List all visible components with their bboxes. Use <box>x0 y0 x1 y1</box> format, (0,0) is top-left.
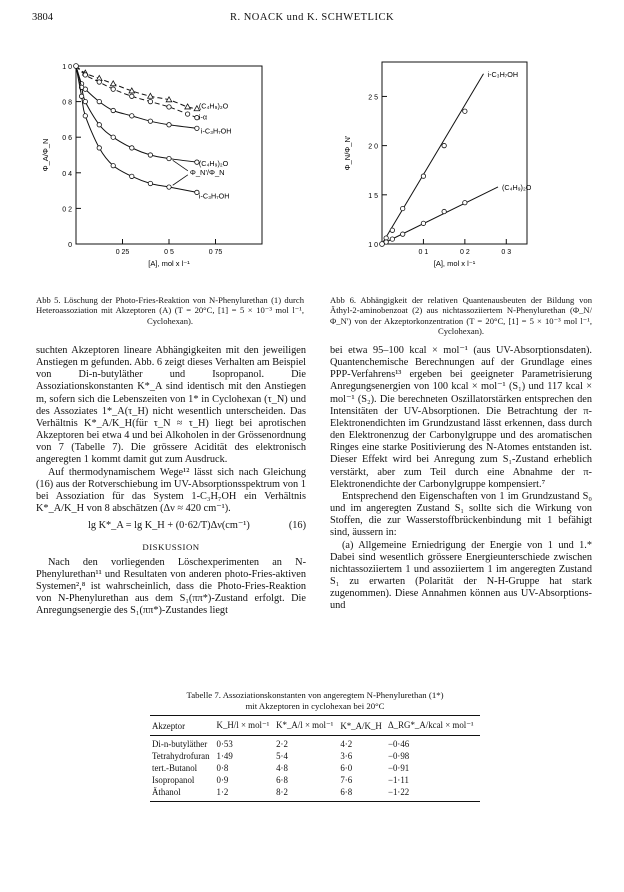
data-point <box>148 99 152 103</box>
table-cell: 0·8 <box>216 763 229 773</box>
y-tick-label: 0 8 <box>62 99 72 107</box>
y-tick-label: 0 2 <box>62 206 72 214</box>
page-header <box>32 12 592 26</box>
table-row <box>150 763 480 775</box>
data-point <box>148 181 152 185</box>
table-cell: −0·91 <box>387 763 410 773</box>
data-point <box>97 123 101 127</box>
table-row <box>150 787 480 802</box>
data-point <box>97 99 101 103</box>
series-label: (C₄H₉)₂O <box>502 182 532 192</box>
right-column <box>330 345 592 612</box>
left-column <box>36 345 306 617</box>
table-cell: 2·2 <box>276 739 288 749</box>
data-point <box>195 126 199 130</box>
series-line <box>76 66 197 162</box>
y-axis-label: Φ_N/Φ_N' <box>343 135 352 171</box>
data-point <box>111 163 115 167</box>
data-point <box>111 135 115 139</box>
equation-body: lg K*_A = lg K_H + (0·62/T)Δν(cm⁻¹) <box>88 520 250 532</box>
x-tick-label: 0 1 <box>418 249 429 256</box>
table-cell: 7·6 <box>340 775 353 785</box>
data-point <box>97 80 101 84</box>
table-cell: 0·9 <box>216 775 229 785</box>
data-point <box>130 114 134 118</box>
data-point <box>463 200 467 204</box>
y-tick-label: 2 5 <box>368 94 378 102</box>
table-cell: Isopropanol <box>152 775 195 785</box>
y-tick-label: 1 0 <box>62 64 72 71</box>
origin-point <box>74 64 79 69</box>
data-point <box>442 143 446 147</box>
column-header: Δ_RG*_A/kcal × mol⁻¹ <box>386 716 480 736</box>
data-point <box>83 73 87 77</box>
y-tick-label: 0 4 <box>62 170 72 178</box>
column-header: K*_A/l × mol⁻¹ <box>274 716 338 736</box>
table-cell: Di-n-butyläther <box>152 739 208 749</box>
data-point <box>110 81 116 86</box>
series-label: i-C₃H₇OH <box>200 126 232 136</box>
data-point <box>83 99 87 103</box>
data-point <box>130 146 134 150</box>
series-line <box>76 66 197 109</box>
table-cell: tert.-Butanol <box>152 763 198 773</box>
table-cell: 3·6 <box>340 751 353 761</box>
data-point <box>167 185 171 189</box>
table-caption <box>150 690 480 711</box>
series-label: (C₄H₉)₂O <box>198 101 229 111</box>
y-tick-label-zero: 0 <box>68 242 72 249</box>
data-point <box>421 221 425 225</box>
annotation-arrow <box>173 175 188 185</box>
paragraph: (a) Allgemeine Erniedrigung der Energie von 1 und 1.* Dabei sind wesentlich grössere Energieunterschiede zwischen nichtassoziiertem 1 und assoziiertem 1 im angeregten Zustand S₁ zu erwarten (Polarität der N-H-Gruppe hat stark zugenommen). Diese Annahmen können aus UV-Absorptions- und <box>330 539 592 612</box>
table-cell: 1·2 <box>215 787 275 802</box>
running-authors: R. NOACK und K. SCHWETLICK <box>229 12 395 23</box>
table-cell: −1·11 <box>387 775 409 785</box>
y-tick-label: 1 5 <box>368 192 378 200</box>
series-line <box>76 66 197 118</box>
column-header: Akzeptor <box>150 716 215 736</box>
data-point <box>167 123 171 127</box>
table-cell: −0·98 <box>387 751 410 761</box>
data-point <box>111 87 115 91</box>
x-axis-label: [A], mol x l⁻¹ <box>148 259 190 268</box>
data-table <box>150 715 480 802</box>
data-point <box>130 174 134 178</box>
table-cell: 0·53 <box>216 739 233 749</box>
table-body <box>150 736 480 802</box>
x-axis-label: [A], mol x l⁻¹ <box>433 259 476 268</box>
figure-5-caption: Abb 5. Löschung der Photo-Fries-Reaktion von N-Phenylurethan (1) durch Heteroassoziation mit Akzeptoren (A) (T = 20°C, [1] = 5 × 10⁻³ mol l⁻¹, Cyclohexan). <box>36 295 304 326</box>
series-line <box>76 66 197 128</box>
data-point <box>421 174 425 178</box>
x-tick-label: 0 3 <box>501 249 512 256</box>
data-point <box>401 206 405 210</box>
table-caption-line: Tabelle 7. Assoziationskonstanten von angeregtem N-Phenylurethan (1*) <box>186 690 444 700</box>
data-point <box>148 119 152 123</box>
series-label: i-α <box>198 112 208 122</box>
paragraph: Entsprechend den Eigenschaften von 1 im Grundzustand S₀ und im angeregten Zustand S₁ sollte sich die Wirkung von Stoffen, die zur Wasserstoffbrückenbindung mit 1 befähigt sind, äussern in: <box>330 490 592 539</box>
origin-point <box>380 242 385 247</box>
y-tick-label: 0 6 <box>62 135 72 143</box>
table-cell: 6·8 <box>276 775 288 785</box>
column-header: K*_A/K_H <box>338 716 386 736</box>
table-cell: 6·0 <box>340 763 353 773</box>
series-label: (C₄H₉)₂O <box>198 159 229 169</box>
chart-annotation: Φ_N'/Φ_N <box>189 167 225 177</box>
y-tick-label: 2 0 <box>368 143 378 151</box>
data-point <box>463 109 467 113</box>
paragraph: suchten Akzeptoren lineare Abhängigkeiten mit den jeweiligen Anstiegen m gefunden. Abb. 6 zeigt dieses Verhalten am Beispiel von Di-n-butyläther und Isopropanol. Die Assoziationskonstanten K*_A sind identisch mit den Anstiegen m, sofern sich die Lebenszeiten von 1* in Cyclohexan (τ_N) und des Assoziates 1*_A(τ_H) nicht wesentlich unterscheiden. Das Verhältnis K*_A/K_H(für τ_N ≈ τ_H) liegt bei aprotischen Akzeptoren bei etwa 4 und bei Alkoholen in der Grössenordnung von 7 (Tabelle 7). Die grössere Acidität des elektronisch angeregten 1 kommt damit gut zum Ausdruck. <box>36 345 306 466</box>
table-row <box>150 751 480 763</box>
table-row <box>150 775 480 787</box>
x-tick-label: 0 2 <box>459 249 470 256</box>
table-cell: 4·8 <box>276 763 288 773</box>
series-line <box>382 74 484 244</box>
column-header: K_H/l × mol⁻¹ <box>215 716 275 736</box>
series-line <box>76 66 197 192</box>
data-point <box>79 94 83 98</box>
page-number: 3804 <box>32 12 53 23</box>
table-cell: Tetrahydrofuran <box>152 751 210 761</box>
data-point <box>111 108 115 112</box>
figure-5-chart <box>36 52 304 290</box>
table-caption-line: mit Akzeptoren in cyclohexan bei 20°C <box>245 700 385 711</box>
data-point <box>390 228 394 232</box>
y-axis-label: Φ_A/Φ_N <box>41 138 50 172</box>
figure-6-caption: Abb 6. Abhängigkeit der relativen Quantenausbeuten der Bildung von Äthyl-2-aminobenzoat (2) aus nichtassoziiertem N-Phenylurethan (Φ_N/Φ_N') von der Akzeptorkonzentration (T = 20°C, [1] = 5 × 10⁻³ mol l⁻¹, Cyclohexan). <box>330 295 592 337</box>
table-7 <box>150 690 480 802</box>
table-cell: Äthanol <box>150 787 215 802</box>
table-cell: 5·4 <box>276 751 288 761</box>
data-point <box>167 156 171 160</box>
series-label: i-C₃H₇OH <box>487 69 519 79</box>
figure-5 <box>36 52 304 290</box>
table-cell: 4·2 <box>340 739 353 749</box>
data-point <box>185 112 189 116</box>
x-tick-label: 0 5 <box>164 249 174 256</box>
x-tick-label: 0 25 <box>115 249 130 256</box>
annotation-arrow <box>173 160 188 170</box>
table-cell: −1·22 <box>386 787 480 802</box>
data-point <box>401 232 405 236</box>
data-point <box>148 153 152 157</box>
data-point <box>442 209 446 213</box>
data-point <box>148 93 154 98</box>
figure-6-chart <box>322 52 592 290</box>
paragraph: Nach den vorliegenden Löschexperimenten an N-Phenylurethan¹¹ und Resultaten von anderen photo-Fries-aktiven Systemen²,⁸ ist wahrscheinlich, dass die Photo-Fries-Reaktion von N-Phenylurethan aus dem S₁(ππ*)-Zustand erfolgt. Die Anregungsenergie des S₁(ππ*)-Zustandes liegt <box>36 556 306 617</box>
y-tick-label: 1 0 <box>368 242 378 249</box>
table-cell: 8·2 <box>274 787 338 802</box>
plot-frame <box>382 62 527 244</box>
paragraph: Auf thermodynamischem Wege¹² lässt sich nach Gleichung (16) aus der Rotverschiebung im UV-Absorptionsspektrum von 1 bei Assoziation für das System 1-C₃H₇OH ein Verhältnis K*_A/K_H von 8 abschätzen (Δν ≈ 420 cm⁻¹). <box>36 466 306 515</box>
data-point <box>130 94 134 98</box>
equation-number: (16) <box>288 520 306 532</box>
data-point <box>167 105 171 109</box>
data-point <box>97 146 101 150</box>
equation-16 <box>36 515 306 537</box>
table-header-row <box>150 716 480 736</box>
x-tick-label: 0 75 <box>208 249 223 256</box>
section-title: DISKUSSION <box>142 542 200 553</box>
data-point <box>83 114 87 118</box>
data-point <box>185 104 191 109</box>
table-row <box>150 736 480 751</box>
table-cell: −0·46 <box>387 739 410 749</box>
paragraph: bei etwa 95–100 kcal × mol⁻¹ (aus UV-Absorptionsdaten). Quantenchemische Berechnungen auf der Grundlage eines PPP-Verfahrens¹³ ergeben bei geeigneter Parametrisierung Anregungsenergien von 100 kcal × mol⁻¹ (S₁) und 117 kcal × mol⁻¹ (S₂). Die berechneten Oszillatorstärken entsprechen den Intensitäten der UV-Absorptionen. Die Betrachtung der π-Elektronendichten im Grundzustand lässt erkennen, dass durch den Elektronenzug der Carbonylgruppe und des aromatischen Ringes eine starke Positivierung des N-Atomes entstanden ist. Dieser Effekt wird bei Anregung zum S₁-Zustand erheblich verstärkt, aber zum Teil durch eine Abnahme der π-Elektronendichte der Carbonylgruppe kompensiert.⁷ <box>330 345 592 490</box>
data-point <box>390 237 394 241</box>
table-cell: 6·8 <box>338 787 386 802</box>
table-cell: 1·49 <box>216 751 233 761</box>
figure-6 <box>322 52 592 290</box>
series-label: i-C₃H₇OH <box>198 191 230 201</box>
